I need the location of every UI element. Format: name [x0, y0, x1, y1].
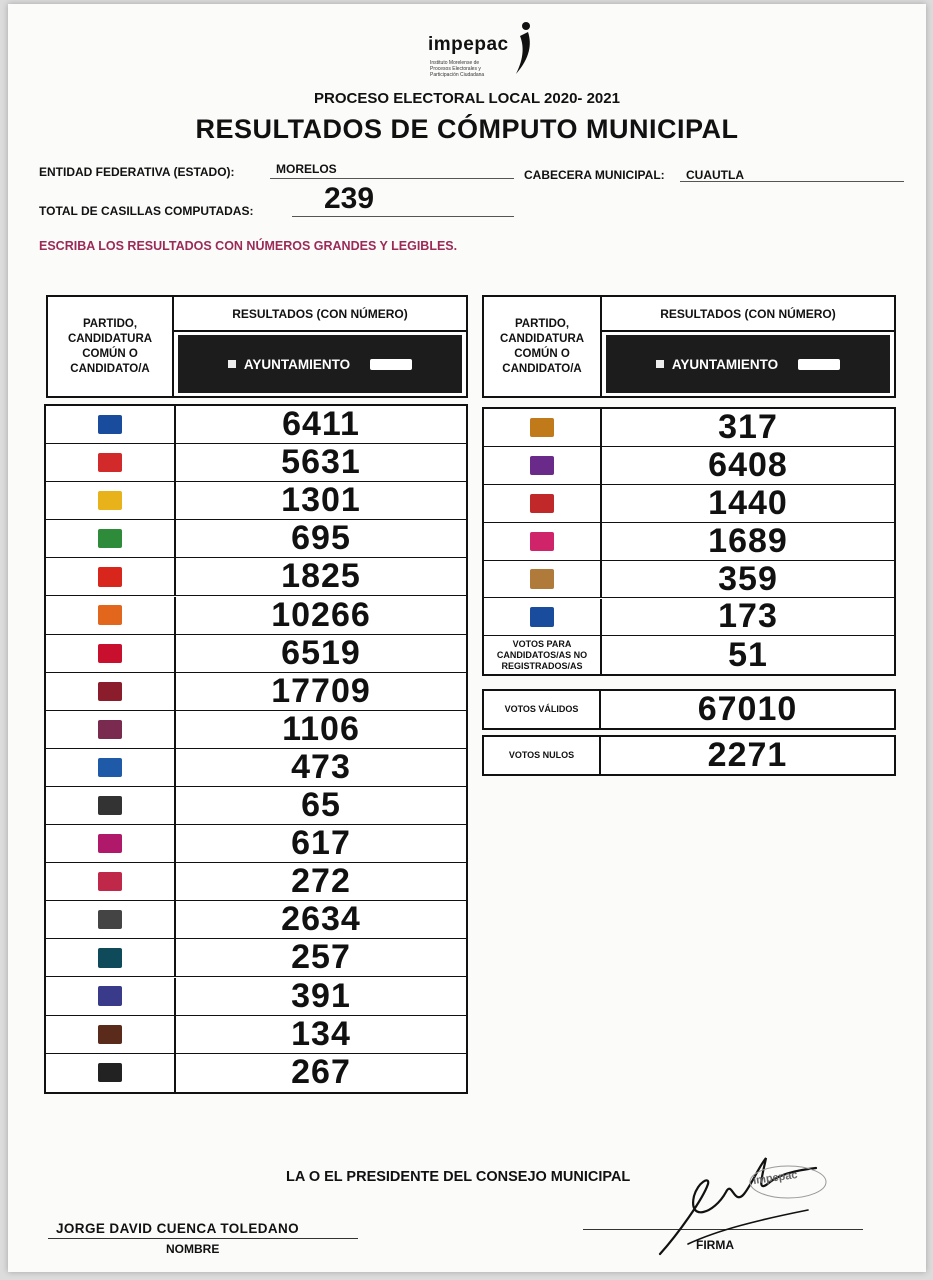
party-cell — [46, 597, 176, 634]
logo-text: impepac — [428, 34, 509, 55]
party-cell — [484, 561, 602, 598]
partido-header-right: PARTIDO, CANDIDATURA COMÚN O CANDIDATO/A — [484, 297, 602, 396]
party-cell — [484, 523, 602, 560]
casillas-value: 239 — [324, 182, 375, 215]
entidad-label: ENTIDAD FEDERATIVA (ESTADO): — [39, 165, 235, 179]
result-row — [46, 406, 466, 444]
signature-icon — [648, 1144, 838, 1264]
result-value: 317 — [718, 407, 778, 446]
result-row — [484, 599, 894, 637]
bar-dot — [656, 360, 664, 368]
result-value: 6411 — [282, 405, 360, 444]
cabecera-label: CABECERA MUNICIPAL: — [524, 168, 665, 182]
party-cell — [484, 636, 602, 674]
result-row — [46, 825, 466, 863]
party-cell — [46, 673, 176, 710]
party-cell — [484, 485, 602, 522]
main-title: RESULTADOS DE CÓMPUTO MUNICIPAL — [195, 114, 739, 144]
party-logo-icon — [98, 453, 122, 472]
party-cell — [46, 787, 176, 824]
result-row — [46, 673, 466, 711]
party-logo-icon — [98, 758, 122, 777]
president-label: LA O EL PRESIDENTE DEL CONSEJO MUNICIPAL — [286, 1169, 631, 1185]
process-title: PROCESO ELECTORAL LOCAL 2020- 2021 — [314, 90, 620, 107]
ayuntamiento-bar-right — [606, 335, 890, 393]
result-row — [46, 482, 466, 520]
result-value: 17709 — [271, 671, 371, 710]
result-row — [46, 787, 466, 825]
party-logo-icon — [98, 491, 122, 510]
resultados-header: RESULTADOS (CON NÚMERO) — [174, 297, 466, 332]
result-row — [484, 409, 894, 447]
party-cell — [46, 1054, 176, 1092]
ayuntamiento-label-right: AYUNTAMIENTO — [671, 356, 779, 372]
result-value: 391 — [291, 976, 351, 1015]
casillas-line — [292, 216, 514, 217]
party-cell — [46, 978, 176, 1015]
party-logo-icon — [98, 605, 122, 624]
result-row — [46, 978, 466, 1016]
redacted-mark — [370, 359, 412, 370]
party-logo-icon — [98, 1025, 122, 1044]
result-value: 65 — [301, 786, 341, 825]
votos-nulos-label: VOTOS NULOS — [484, 737, 601, 774]
ayuntamiento-label: AYUNTAMIENTO — [243, 356, 351, 372]
party-cell — [46, 406, 176, 443]
party-logo-icon — [98, 986, 122, 1005]
result-value: 267 — [291, 1053, 351, 1092]
result-row — [46, 939, 466, 977]
party-logo-icon — [98, 910, 122, 929]
result-value: 6408 — [708, 445, 788, 484]
party-cell — [46, 520, 176, 557]
result-row — [46, 749, 466, 787]
party-cell — [46, 863, 176, 900]
entidad-value: MORELOS — [276, 162, 337, 176]
resultados-header-right: RESULTADOS (CON NÚMERO) — [602, 297, 894, 332]
result-value: 257 — [291, 938, 351, 977]
party-cell — [46, 482, 176, 519]
result-value: 51 — [728, 635, 768, 674]
nombre-label: NOMBRE — [166, 1242, 220, 1256]
party-logo-icon — [530, 569, 554, 588]
party-cell — [46, 939, 176, 976]
result-value: 173 — [718, 597, 778, 636]
redacted-mark — [798, 359, 840, 370]
result-row — [46, 558, 466, 596]
impepac-logo — [428, 16, 538, 78]
result-row — [46, 901, 466, 939]
party-cell — [46, 558, 176, 595]
instruction-text: ESCRIBA LOS RESULTADOS CON NÚMEROS GRANDES Y LEGIBLES. — [39, 239, 458, 253]
party-logo-icon — [98, 682, 122, 701]
result-row — [46, 635, 466, 673]
impepac-stamp: impepac — [752, 1168, 799, 1188]
result-value: 473 — [291, 747, 351, 786]
result-value: 5631 — [281, 443, 361, 482]
party-logo-icon — [98, 796, 122, 815]
party-cell — [46, 444, 176, 481]
result-row — [46, 597, 466, 635]
right-results-table — [482, 407, 896, 676]
party-logo-icon — [530, 456, 554, 475]
party-cell — [484, 599, 602, 636]
result-value: 1689 — [708, 521, 788, 560]
result-row — [46, 1054, 466, 1092]
cabecera-value: CUAUTLA — [686, 168, 744, 182]
left-header-table — [46, 295, 468, 398]
result-value: 1301 — [281, 481, 361, 520]
party-cell — [46, 711, 176, 748]
party-cell — [46, 901, 176, 938]
casillas-label: TOTAL DE CASILLAS COMPUTADAS: — [39, 204, 254, 218]
result-row — [484, 636, 894, 674]
party-logo-icon — [98, 567, 122, 586]
votos-nulos-row — [482, 735, 896, 776]
votos-validos-row — [482, 689, 896, 730]
party-logo-icon — [530, 494, 554, 513]
result-row — [46, 863, 466, 901]
result-value: 617 — [291, 824, 351, 863]
no-registrados-label: VOTOS PARA CANDIDATOS/AS NO REGISTRADOS/AS — [496, 638, 588, 671]
partido-header: PARTIDO, CANDIDATURA COMÚN O CANDIDATO/A — [48, 297, 174, 396]
result-value: 695 — [291, 519, 351, 558]
result-row — [46, 444, 466, 482]
party-cell — [484, 447, 602, 484]
result-row — [484, 485, 894, 523]
result-row — [46, 1016, 466, 1054]
result-value: 1825 — [281, 557, 361, 596]
ayuntamiento-bar — [178, 335, 462, 393]
party-cell — [46, 635, 176, 672]
party-logo-icon — [98, 1063, 122, 1082]
party-cell — [46, 825, 176, 862]
party-logo-icon — [98, 948, 122, 967]
result-row — [484, 447, 894, 485]
result-value: 6519 — [281, 633, 361, 672]
party-logo-icon — [98, 720, 122, 739]
party-logo-icon — [530, 532, 554, 551]
result-value: 359 — [718, 559, 778, 598]
logo-figure-icon — [506, 18, 538, 78]
result-value: 1106 — [282, 709, 360, 748]
party-logo-icon — [98, 529, 122, 548]
votos-validos-label: VOTOS VÁLIDOS — [484, 691, 601, 728]
result-value: 10266 — [271, 595, 371, 634]
result-value: 134 — [291, 1014, 351, 1053]
result-value: 2634 — [281, 900, 361, 939]
result-value: 1440 — [708, 483, 788, 522]
firma-label: FIRMA — [696, 1238, 734, 1252]
entidad-line — [270, 178, 514, 179]
bar-dot — [228, 360, 236, 368]
party-logo-icon — [530, 607, 554, 626]
result-value: 272 — [291, 862, 351, 901]
party-cell — [46, 749, 176, 786]
party-cell — [46, 1016, 176, 1053]
result-row — [484, 561, 894, 599]
votos-validos-value: 67010 — [697, 690, 798, 728]
result-row — [46, 711, 466, 749]
right-header-table — [482, 295, 896, 398]
party-logo-icon — [98, 415, 122, 434]
result-row — [484, 523, 894, 561]
party-cell — [484, 409, 602, 446]
party-logo-icon — [98, 834, 122, 853]
logo-subtext: Instituto Morelense de Procesos Electorales y Participación Ciudadana — [430, 60, 485, 78]
results-sheet — [8, 4, 926, 1272]
left-results-table — [44, 404, 468, 1094]
president-name: JORGE DAVID CUENCA TOLEDANO — [56, 1221, 300, 1236]
party-logo-icon — [98, 872, 122, 891]
name-line — [48, 1238, 358, 1239]
result-row — [46, 520, 466, 558]
party-logo-icon — [530, 418, 554, 437]
votos-nulos-value: 2271 — [707, 736, 788, 774]
party-logo-icon — [98, 644, 122, 663]
